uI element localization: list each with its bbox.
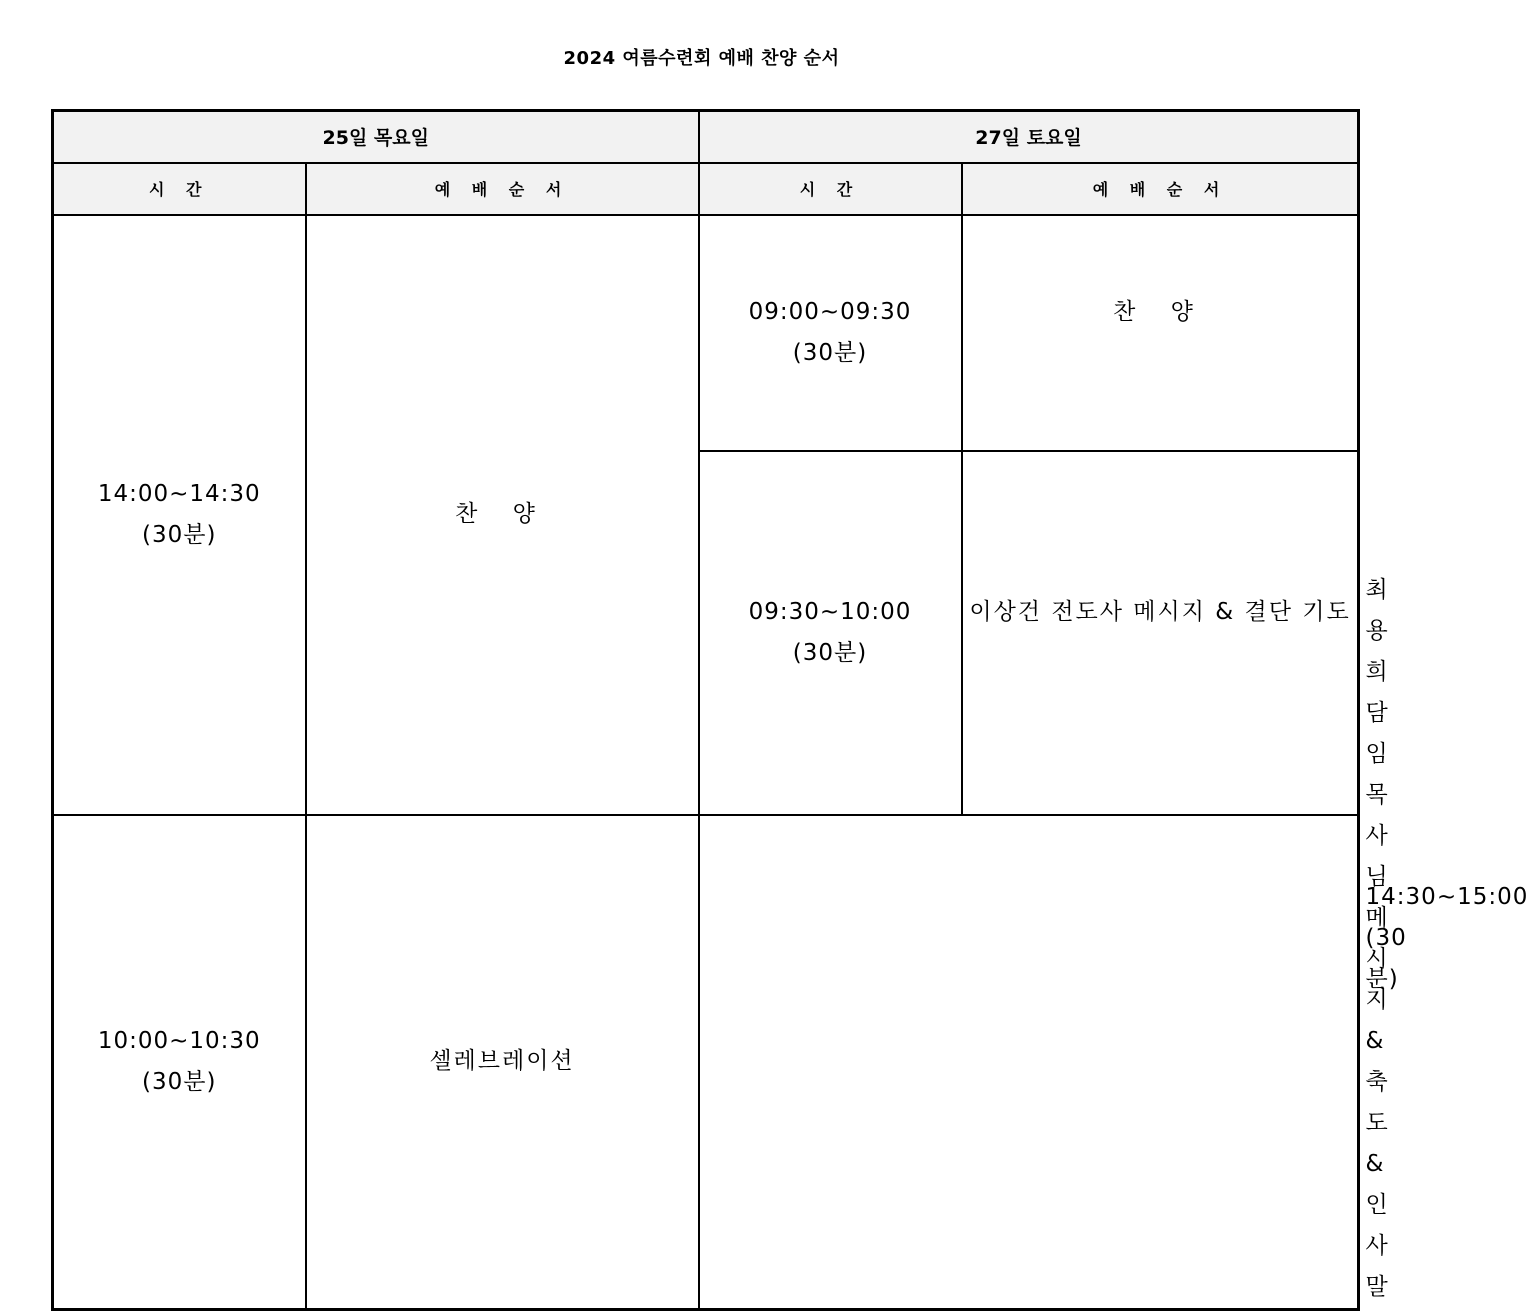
time-cell-thu-1 xyxy=(53,215,306,816)
schedule-table xyxy=(51,109,1528,1311)
schedule-row xyxy=(53,815,1359,1309)
order-text: 찬 양 xyxy=(455,501,549,528)
time-range: 09:00~09:30 xyxy=(748,298,912,325)
order-text: 이상건 전도사 메시지 & 결단 기도 xyxy=(969,599,1351,626)
time-cell-sat-3 xyxy=(53,815,306,1309)
schedule-row: 14:30~15:00 (30분) 최용희 담임목사님 메시지 & 축도 & 인사말 xyxy=(1365,576,1528,1300)
time-cell-sat-1 xyxy=(699,215,962,451)
day-header-thursday: 25일 목요일 xyxy=(53,111,699,163)
time-column-header-thursday: 시 간 xyxy=(53,163,306,215)
time-column-header-saturday: 시 간 xyxy=(699,163,962,215)
order-cell-thu-1 xyxy=(306,215,699,816)
column-header-row xyxy=(53,163,1359,215)
order-text: 셀레브레이션 xyxy=(429,1048,575,1075)
day-header-saturday: 27일 토요일 xyxy=(699,111,1359,163)
document-title: 2024 여름수련회 예배 찬양 순서 xyxy=(563,48,840,69)
time-range: 10:00~10:30 xyxy=(97,1027,261,1054)
time-range: 14:00~14:30 xyxy=(97,480,261,507)
duration: (30분) xyxy=(142,1068,217,1095)
order-column-header-saturday: 예 배 순 서 xyxy=(962,163,1359,215)
time-cell-sat-2 xyxy=(699,451,962,816)
order-column-header-thursday: 예 배 순 서 xyxy=(306,163,699,215)
order-cell-sat-1 xyxy=(962,215,1359,451)
day-header-row xyxy=(53,111,1359,163)
order-cell-sat-2 xyxy=(962,451,1359,816)
order-cell-sat-3 xyxy=(306,815,699,1309)
duration: (30분) xyxy=(792,339,868,366)
order-text: 최용희 담임목사님 메시지 & 축도 & 인사말 xyxy=(1365,576,1390,1300)
duration: (30분) xyxy=(142,521,217,548)
time-range: 09:30~10:00 xyxy=(748,598,912,625)
schedule-row xyxy=(53,215,1359,451)
order-text: 찬 양 xyxy=(1113,299,1207,325)
duration: (30분) xyxy=(792,639,868,666)
